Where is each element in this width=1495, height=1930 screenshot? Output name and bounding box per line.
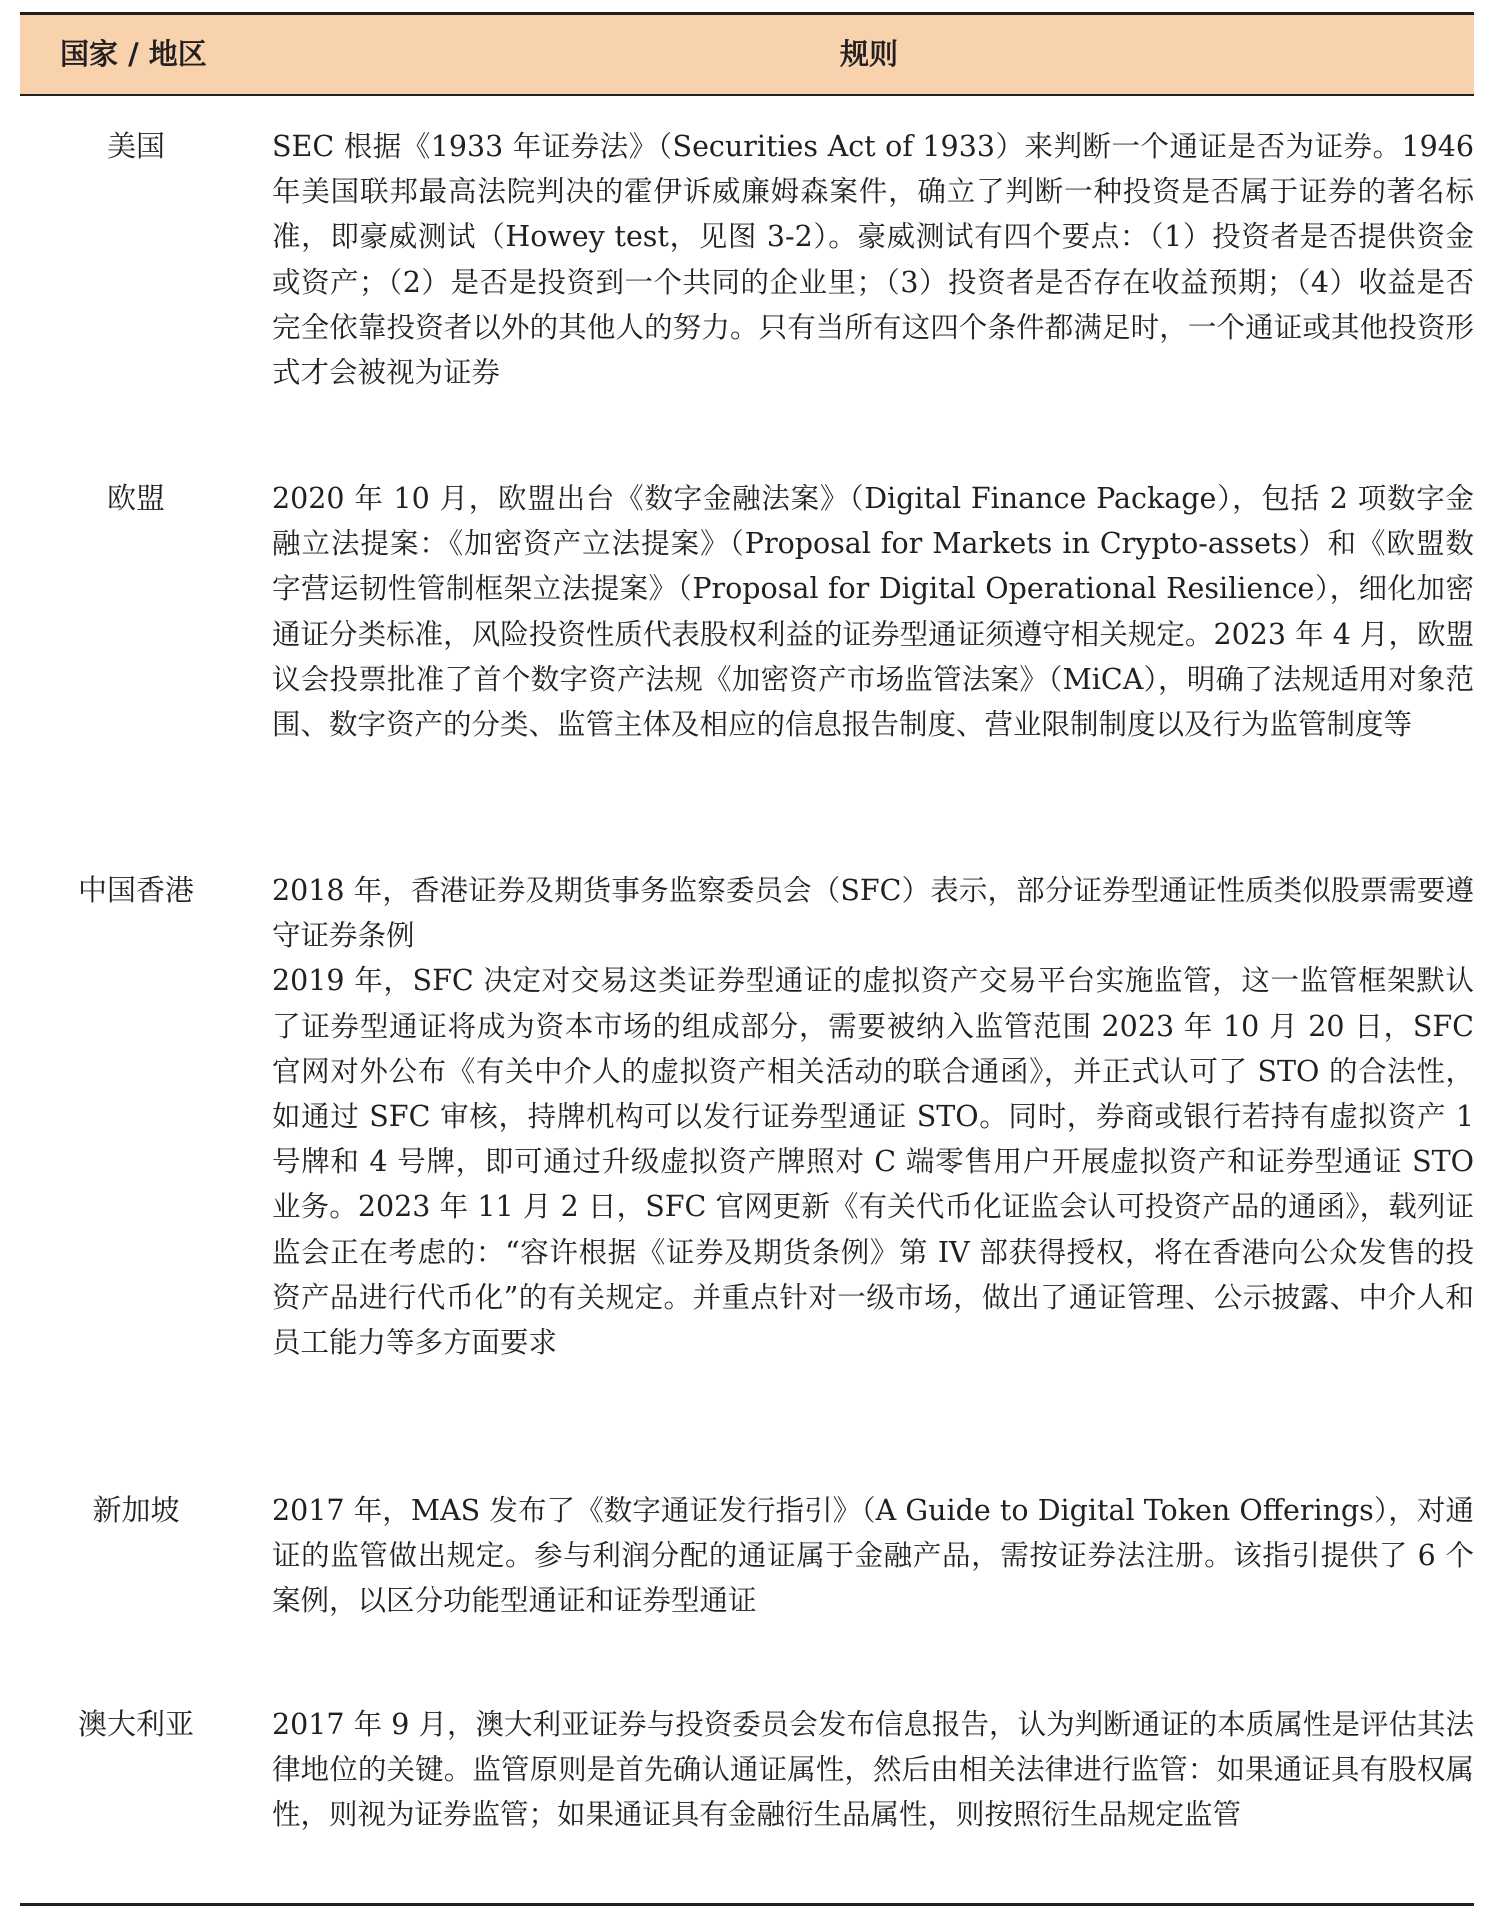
table-bottom-rule	[20, 1903, 1474, 1906]
rules-cell	[272, 1488, 1474, 1624]
column-header-rules: 规则	[840, 37, 899, 71]
rules-cell	[272, 124, 1474, 395]
region-cell: 新加坡	[92, 1493, 180, 1527]
rules-paragraph: 2020 年 10 月，欧盟出台《数字金融法案》（Digital Finance Package），包括 2 项数字金融立法提案：《加密资产立法提案》（Proposal for Markets in Crypto-assets）和《欧盟数字营运韧性管制框架立法提案》（Proposal for Digital Operational Resilience），细化加密通证分类标准，风险投资性质代表股权利益的证券型通证须遵守相关规定。2023 年 4 月，欧盟议会投票批准了首个数字资产法规《加密资产市场监管法案》（MiCA），明确了法规适用对象范围、数字资产的分类、监管主体及相应的信息报告制度、营业限制制度以及行为监管制度等	[272, 482, 1474, 742]
regulation-table	[20, 12, 1474, 96]
rules-cell	[272, 1702, 1474, 1838]
region-cell: 中国香港	[77, 873, 194, 907]
header-rule	[20, 94, 1474, 96]
rules-paragraph: 2017 年，MAS 发布了《数字通证发行指引》（A Guide to Digital Token Offerings），对通证的监管做出规定。参与利润分配的通证属于金融产品，需按证券法注册。该指引提供了 6 个案例，以区分功能型通证和证券型通证	[272, 1494, 1474, 1618]
region-cell: 美国	[106, 129, 165, 163]
rules-cell	[272, 476, 1474, 747]
rules-paragraph: 2019 年，SFC 决定对交易这类证券型通证的虚拟资产交易平台实施监管，这一监管框架默认了证券型通证将成为资本市场的组成部分，需要被纳入监管范围 2023 年 10 月 20 日，SFC 官网对外公布《有关中介人的虚拟资产相关活动的联合通函》，并正式认可了 STO 的合法性，如通过 SFC 审核，持牌机构可以发行证券型通证 STO。同时，券商或银行若持有虚拟资产 1 号牌和 4 号牌，即可通过升级虚拟资产牌照对 C 端零售用户开展虚拟资产和证券型通证 STO 业务。2023 年 11 月 2 日，SFC 官网更新《有关代币化证监会认可投资产品的通函》，载列证监会正在考虑的：“容许根据《证券及期货条例》第 IV 部获得授权，将在香港向公众发售的投资产品进行代币化”的有关规定。并重点针对一级市场，做出了通证管理、公示披露、中介人和员工能力等多方面要求	[272, 964, 1474, 1360]
rules-paragraph: 2017 年 9 月，澳大利亚证券与投资委员会发布信息报告，认为判断通证的本质属性是评估其法律地位的关键。监管原则是首先确认通证属性，然后由相关法律进行监管：如果通证具有股权属性，则视为证券监管；如果通证具有金融衍生品属性，则按照衍生品规定监管	[272, 1708, 1474, 1832]
column-header-region: 国家 / 地区	[60, 37, 207, 71]
rules-paragraph: SEC 根据《1933 年证券法》（Securities Act of 1933）来判断一个通证是否为证券。1946 年美国联邦最高法院判决的霍伊诉威廉姆森案件，确立了判断一种投资是否属于证券的著名标准，即豪威测试（Howey test，见图 3-2）。豪威测试有四个要点：（1）投资者是否提供资金或资产；（2）是否是投资到一个共同的企业里；（3）投资者是否存在收益预期；（4）收益是否完全依靠投资者以外的其他人的努力。只有当所有这四个条件都满足时，一个通证或其他投资形式才会被视为证券	[272, 130, 1474, 390]
table-header	[20, 15, 1474, 94]
rules-paragraph: 2018 年，香港证券及期货事务监察委员会（SFC）表示，部分证券型通证性质类似股票需要遵守证券条例	[272, 874, 1474, 953]
region-cell: 欧盟	[106, 481, 165, 515]
region-cell: 澳大利亚	[77, 1707, 194, 1741]
rules-cell	[272, 868, 1474, 1365]
